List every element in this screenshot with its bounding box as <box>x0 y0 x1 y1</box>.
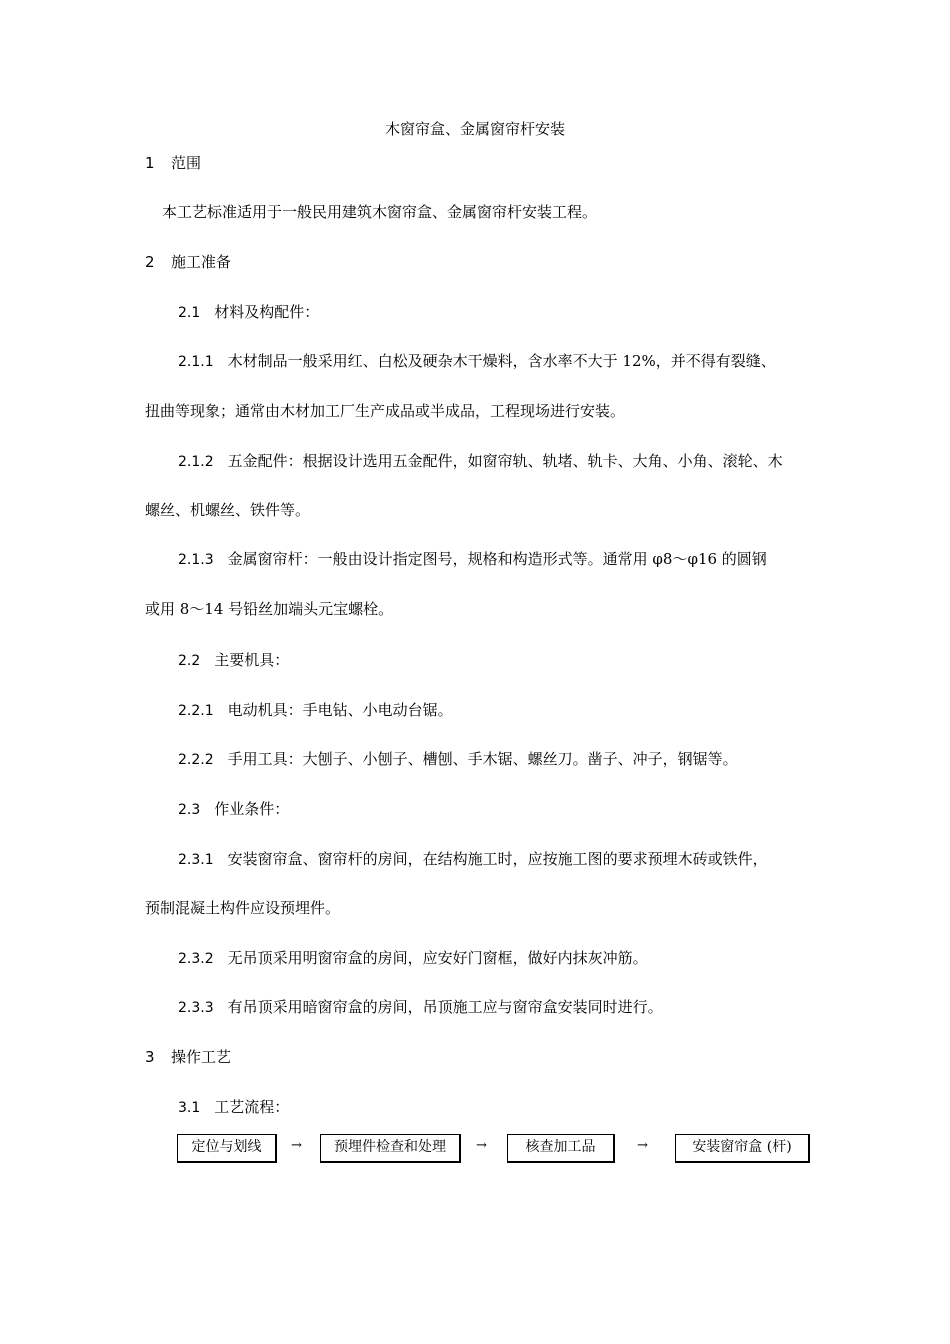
section-number: 3 <box>145 1048 155 1066</box>
subsection-2-1 <box>178 302 319 323</box>
item-text: 木材制品一般采用红、白松及硬杂木干燥料，含水率不大于 12%，并不得有裂缝、 <box>227 352 776 370</box>
process-flow-diagram <box>0 1134 950 1162</box>
arrow-right-icon: → <box>637 1138 648 1153</box>
section-number: 1 <box>145 154 155 172</box>
section-3-heading <box>145 1047 231 1067</box>
section-title: 操作工艺 <box>171 1048 232 1066</box>
item-text: 五金配件：根据设计选用五金配件，如窗帘轨、轨堵、轨卡、大角、小角、滚轮、木 <box>227 452 783 470</box>
item-number: 2.2.2 <box>178 752 214 768</box>
item-2-1-1-line1 <box>178 351 776 372</box>
item-text: 手用工具：大刨子、小刨子、槽刨、手木锯、螺丝刀。凿子、冲子，钢锯等。 <box>227 750 738 768</box>
item-2-1-1-line2: 扭曲等现象；通常由木材加工厂生产成品或半成品，工程现场进行安装。 <box>145 402 626 420</box>
flow-step-positioning: 定位与划线 <box>177 1134 277 1163</box>
item-number: 2.3 <box>178 802 201 818</box>
item-number: 2.3.2 <box>178 951 214 967</box>
item-2-1-3-line1 <box>178 549 767 570</box>
item-2-3-3 <box>178 997 663 1018</box>
item-2-1-2-line2: 螺丝、机螺丝、铁件等。 <box>145 501 311 519</box>
item-text: 材料及构配件： <box>214 303 320 321</box>
section-1-heading <box>145 153 201 173</box>
item-number: 2.2 <box>178 653 201 669</box>
document-title: 木窗帘盒、金属窗帘杆安装 <box>384 120 565 138</box>
section-number: 2 <box>145 253 155 271</box>
scope-paragraph: 本工艺标准适用于一般民用建筑木窗帘盒、金属窗帘杆安装工程。 <box>162 203 598 221</box>
item-number: 2.2.1 <box>178 703 214 719</box>
item-text: 金属窗帘杆：一般由设计指定图号，规格和构造形式等。通常用 φ8～φ16 的圆钢 <box>227 550 767 568</box>
item-number: 2.3.1 <box>178 852 214 868</box>
item-number: 3.1 <box>178 1100 201 1116</box>
section-title: 范围 <box>171 154 202 172</box>
item-text: 有吊顶采用暗窗帘盒的房间，吊顶施工应与窗帘盒安装同时进行。 <box>227 998 663 1016</box>
item-2-3-1-line1 <box>178 849 768 870</box>
subsection-2-2 <box>178 650 289 671</box>
item-2-2-1 <box>178 700 453 721</box>
item-text: 无吊顶采用明窗帘盒的房间，应安好门窗框，做好内抹灰冲筋。 <box>227 949 648 967</box>
flow-step-verify-processed: 核查加工品 <box>507 1134 615 1163</box>
subsection-3-1 <box>178 1097 289 1118</box>
item-2-3-1-line2: 预制混凝土构件应设预埋件。 <box>145 899 341 917</box>
item-number: 2.1.2 <box>178 454 214 470</box>
subsection-2-3 <box>178 799 289 820</box>
item-text: 主要机具： <box>214 651 290 669</box>
item-2-1-3-line2: 或用 8～14 号铅丝加端头元宝螺栓。 <box>145 600 394 618</box>
flow-step-embedded-check: 预埋件检查和处理 <box>320 1134 461 1163</box>
arrow-right-icon: → <box>476 1138 487 1153</box>
item-text: 电动机具：手电钻、小电动台锯。 <box>227 701 453 719</box>
item-text: 安装窗帘盒、窗帘杆的房间，在结构施工时，应按施工图的要求预埋木砖或铁件， <box>227 850 768 868</box>
item-2-1-2-line1 <box>178 451 783 472</box>
flow-step-install-box: 安装窗帘盒 (杆) <box>675 1134 810 1163</box>
item-number: 2.1.3 <box>178 552 214 568</box>
section-title: 施工准备 <box>171 253 232 271</box>
item-text: 工艺流程： <box>214 1098 290 1116</box>
item-number: 2.1 <box>178 305 201 321</box>
item-number: 2.3.3 <box>178 1000 214 1016</box>
arrow-right-icon: → <box>291 1138 302 1153</box>
item-2-2-2 <box>178 749 738 770</box>
item-text: 作业条件： <box>214 800 290 818</box>
item-number: 2.1.1 <box>178 354 214 370</box>
section-2-heading <box>145 252 231 272</box>
item-2-3-2 <box>178 948 648 969</box>
